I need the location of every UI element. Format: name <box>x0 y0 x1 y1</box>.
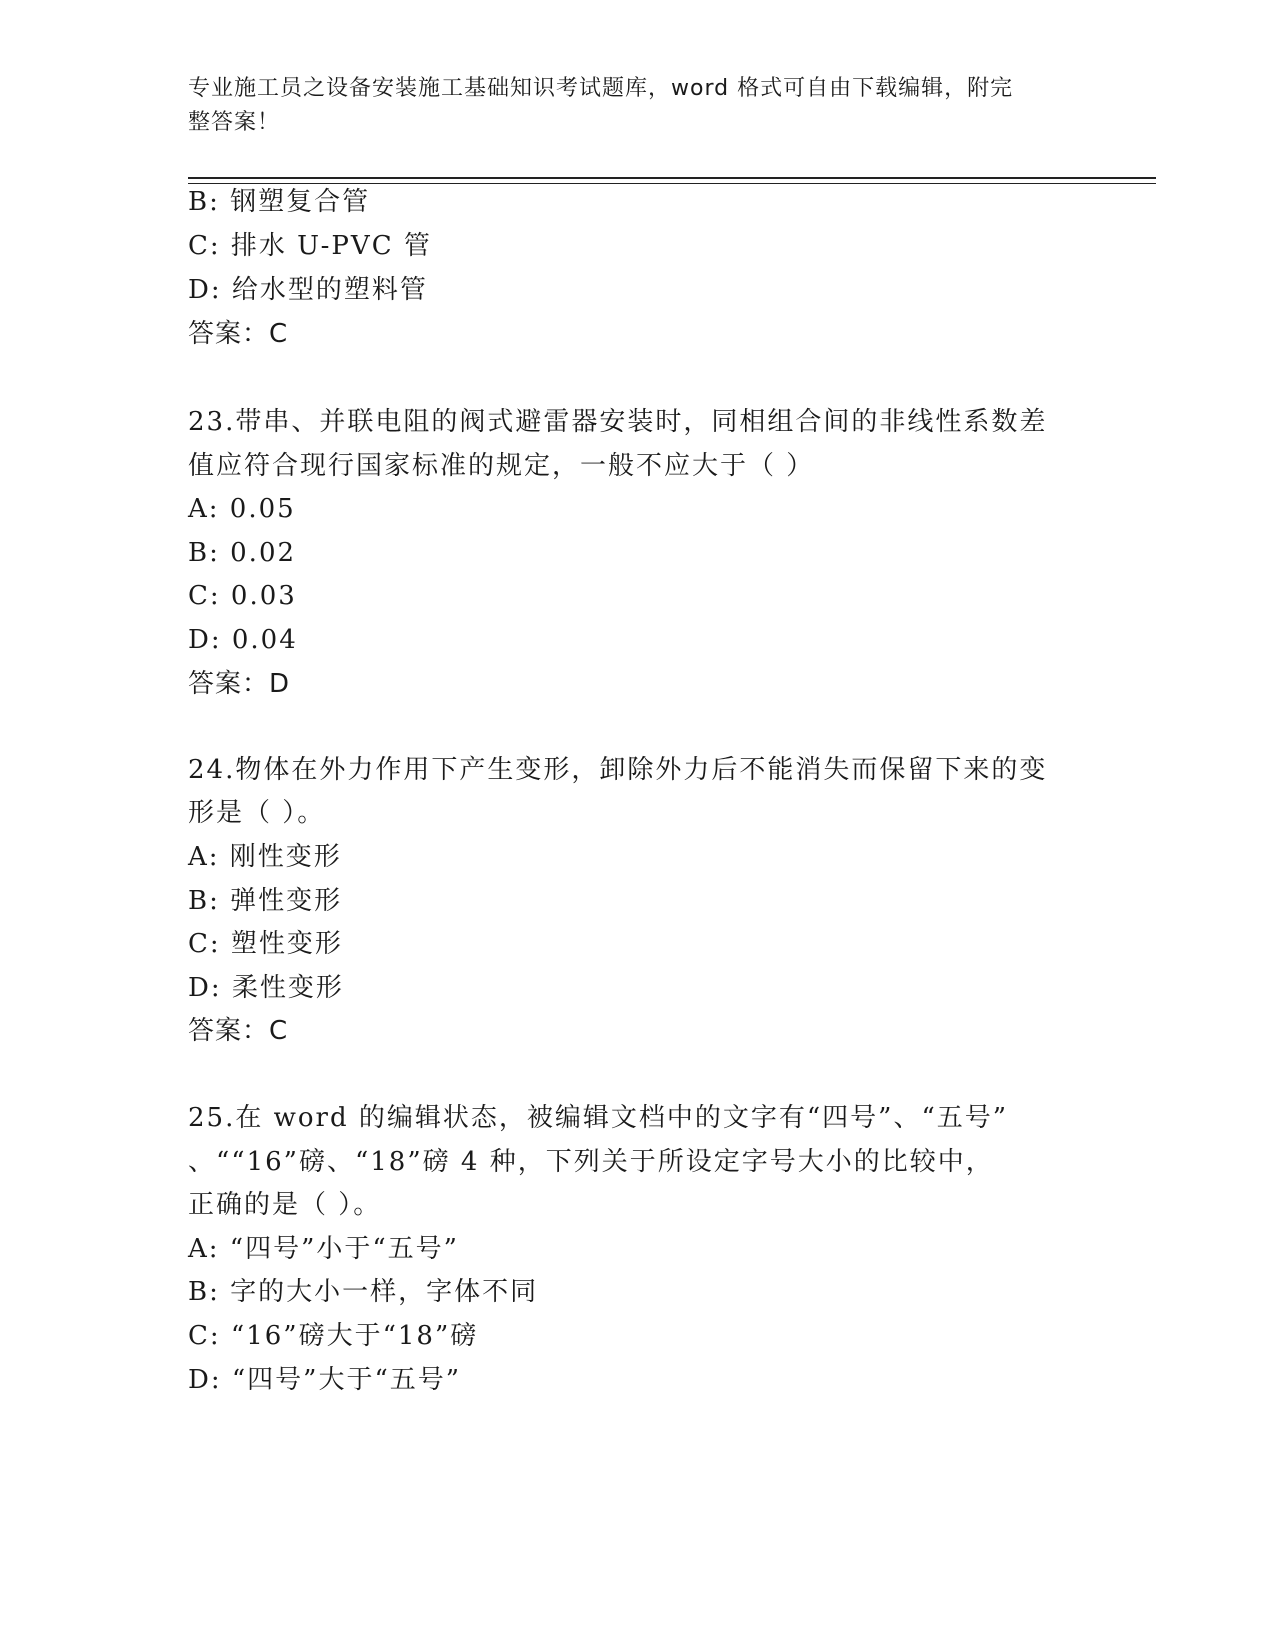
q23-option-d: D: 0.04 <box>188 625 298 655</box>
q22-option-d: D: 给水型的塑料管 <box>188 275 428 305</box>
q24-answer: 答案：C <box>188 1016 289 1046</box>
q23-option-b: B: 0.02 <box>188 538 297 568</box>
document-page <box>188 0 1148 1650</box>
q24-option-b: B: 弹性变形 <box>188 886 343 916</box>
q25-option-b: B: 字的大小一样，字体不同 <box>188 1277 539 1307</box>
q24-option-a: A: 刚性变形 <box>188 842 342 872</box>
q25-option-a: A: “四号”小于“五号” <box>188 1234 459 1264</box>
q24-stem-line-2: 形是（ ）。 <box>188 798 326 828</box>
q25-stem-line-3: 正确的是（ ）。 <box>188 1190 382 1220</box>
q25-option-d: D: “四号”大于“五号” <box>188 1365 462 1395</box>
header-line-1: 专业施工员之设备安装施工基础知识考试题库，word 格式可自由下载编辑，附完 <box>188 76 1014 101</box>
q23-stem-line-2: 值应符合现行国家标准的规定，一般不应大于（ ） <box>188 451 815 481</box>
q24-option-c: C: 塑性变形 <box>188 929 343 959</box>
q23-answer: 答案：D <box>188 669 291 699</box>
header-divider-thick <box>188 177 1156 179</box>
q22-option-c: C: 排水 U-PVC 管 <box>188 231 432 261</box>
q23-option-a: A: 0.05 <box>188 494 296 524</box>
header-line-2: 整答案！ <box>188 110 281 135</box>
q22-option-b: B: 钢塑复合管 <box>188 187 371 217</box>
q25-stem-line-1: 25.在 word 的编辑状态，被编辑文档中的文字有“四号”、“五号” <box>188 1103 1009 1133</box>
q25-stem-line-2: 、““16”磅、“18”磅 4 种，下列关于所设定字号大小的比较中， <box>188 1147 994 1177</box>
q24-stem-line-1: 24.物体在外力作用下产生变形，卸除外力后不能消失而保留下来的变 <box>188 755 1048 785</box>
header-divider-thin <box>188 183 1156 184</box>
q23-option-c: C: 0.03 <box>188 581 297 611</box>
q25-option-c: C: “16”磅大于“18”磅 <box>188 1321 479 1351</box>
q22-answer: 答案：C <box>188 319 289 349</box>
q24-option-d: D: 柔性变形 <box>188 973 344 1003</box>
document-header <box>188 72 1068 140</box>
q23-stem-line-1: 23.带串、并联电阻的阀式避雷器安装时，同相组合间的非线性系数差 <box>188 407 1048 437</box>
